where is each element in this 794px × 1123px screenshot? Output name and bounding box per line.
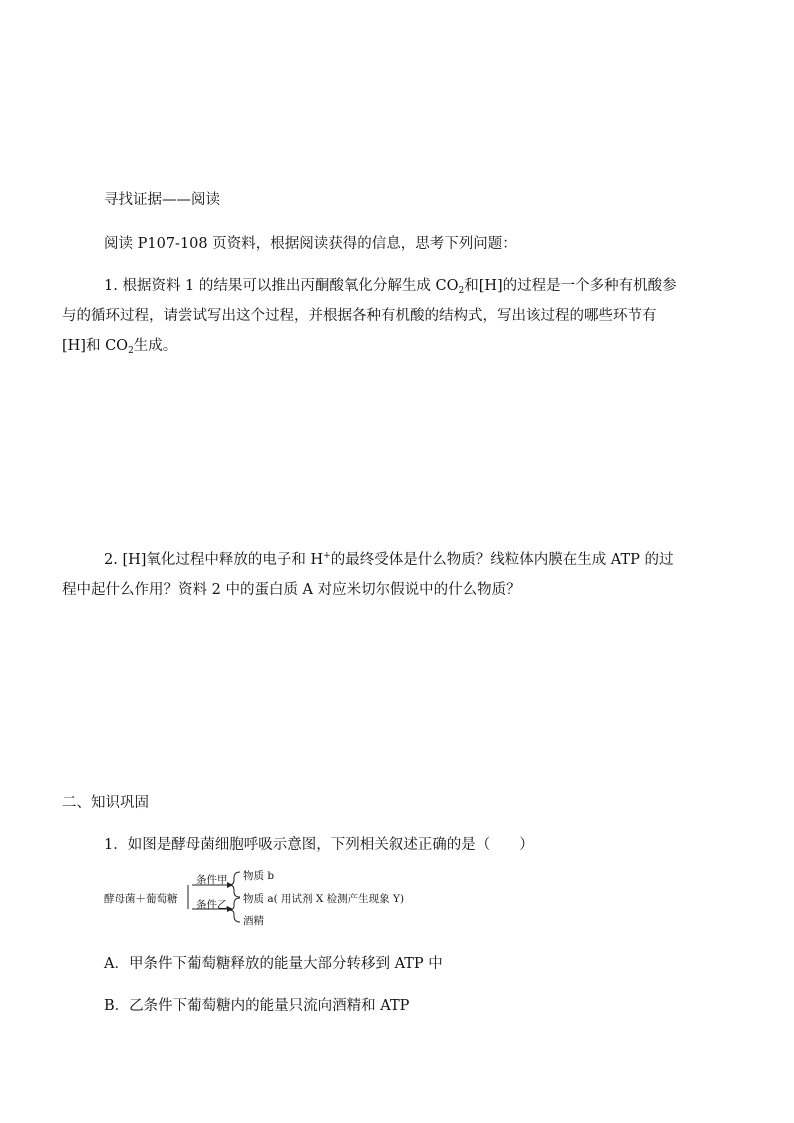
option-b: B．乙条件下葡萄糖内的能量只流向酒精和 ATP (104, 998, 410, 1014)
q1-line-2: 与的循环过程，请尝试写出这个过程，并根据各种有机酸的结构式，写出该过程的哪些环节有 (62, 308, 657, 324)
option-a: A．甲条件下葡萄糖释放的能量大部分转移到 ATP 中 (104, 956, 443, 972)
reading-intro: 阅读 P107-108 页资料，根据阅读获得的信息，思考下列问题： (104, 236, 517, 252)
section-heading-consolidation: 二、知识巩固 (62, 795, 149, 811)
q1-line-1: 1. 根据资料 1 的结果可以推出丙酮酸氧化分解生成 $CO_2$和[H]的过程是一个多种有机酸参 (104, 278, 677, 296)
q2-line-1: 2. [H]氧化过程中释放的电子和 H+的最终受体是什么物质？线粒体内膜在生成 ATP 的过 (104, 551, 674, 568)
diagram-condition-a: 条件甲 (196, 874, 228, 886)
diagram-reactants: 酵母菌＋葡萄糖 (104, 893, 178, 905)
section-heading-reading: 寻找证据——阅读 (104, 192, 220, 208)
q2-line-2: 程中起什么作用？资料 2 中的蛋白质 A 对应米切尔假说中的什么物质？ (62, 582, 521, 598)
q1-line-3: [H]和 $CO_2$生成。 (62, 338, 178, 356)
diagram-condition-b: 条件乙 (196, 899, 228, 911)
exercise-question-1: 1．如图是酵母菌细胞呼吸示意图，下列相关叙述正确的是（ ） (104, 837, 534, 853)
diagram-product-alcohol: 酒精 (243, 915, 264, 927)
diagram-product-b: 物质 b (243, 870, 275, 882)
yeast-respiration-diagram (104, 868, 434, 928)
diagram-product-a: 物质 a( 用试剂 X 检测产生现象 Y) (243, 893, 405, 905)
